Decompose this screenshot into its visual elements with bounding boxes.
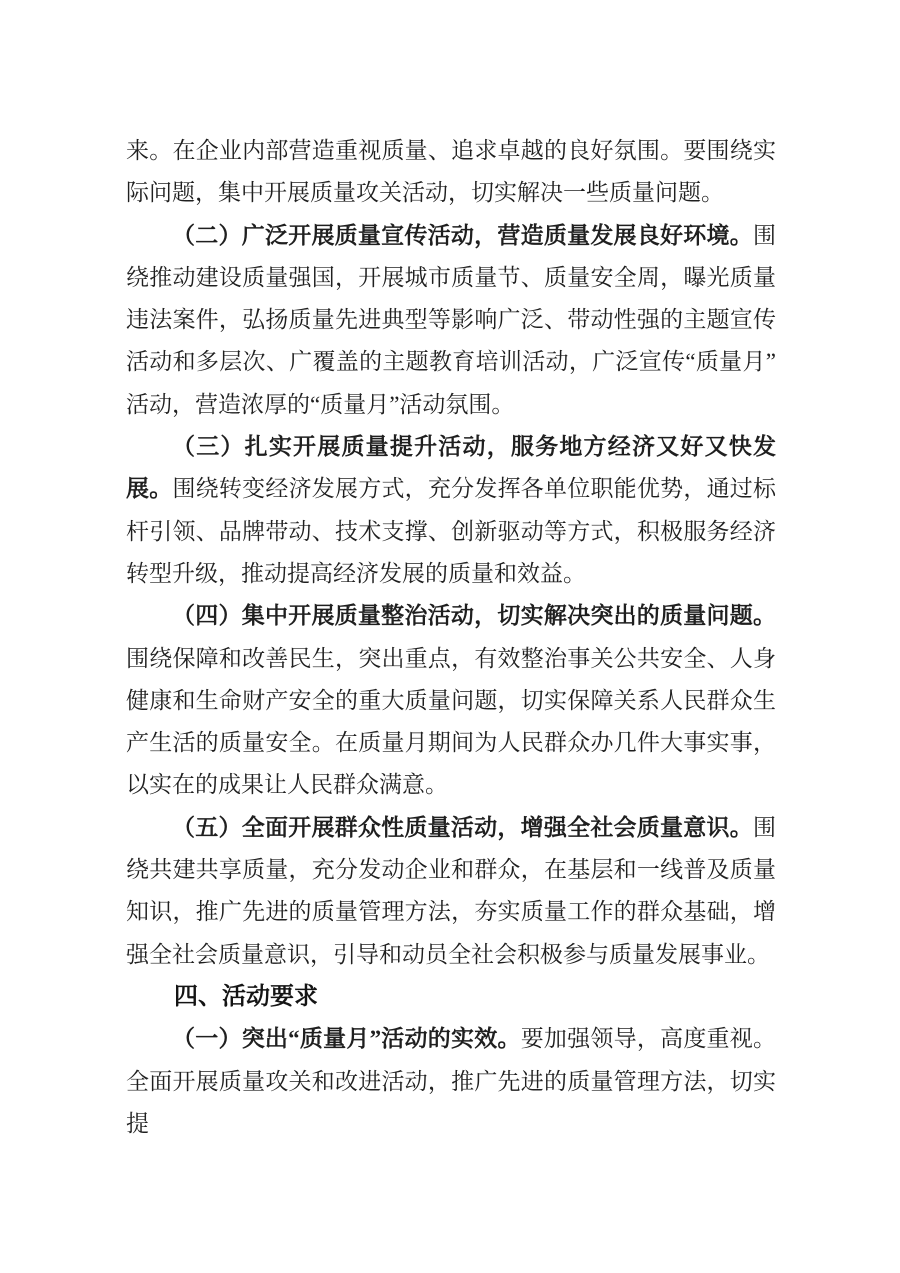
paragraph-text: 要加强领导，高度重视。全面开展质量攻关和改进活动，推广先进的质量管理方法，切实提: [126, 1026, 777, 1136]
paragraph-lead: （四）集中开展质量整治活动，切实解决突出的质量问题。: [172, 603, 776, 629]
paragraph-lead: （三）扎实开展质量提升活动，服务地方经济又好又快发展。: [126, 434, 776, 502]
paragraph-item-5: [126, 807, 776, 976]
paragraph-text: 围绕保障和改善民生，突出重点，有效整治事关公共安全、人身健康和生命财产安全的重大质量问题，切实保障关系人民群众生产生活的质量安全。在质量月期间为人民群众办几件大事实事，以实在的成果让人民群众满意。: [126, 645, 776, 798]
paragraph-text: 来。在企业内部营造重视质量、追求卓越的良好氛围。要围绕实际问题，集中开展质量攻关活动，切实解决一些质量问题。: [126, 138, 776, 206]
paragraph-text: 围绕共建共享质量，充分发动企业和群众，在基层和一线普及质量知识，推广先进的质量管理方法，夯实质量工作的群众基础，增强全社会质量意识，引导和动员全社会积极参与质量发展事业。: [126, 814, 776, 967]
paragraph-text: 围绕转变经济发展方式，充分发挥各单位职能优势，通过标杆引领、品牌带动、技术支撑、创新驱动等方式，积极服务经济转型升级，推动提高经济发展的质量和效益。: [126, 476, 777, 586]
paragraph-lead: （五）全面开展群众性质量活动，增强全社会质量意识。: [172, 814, 753, 840]
paragraph-continuation: [126, 130, 776, 215]
paragraph-item-4: [126, 595, 776, 806]
paragraph-item-3: [126, 426, 776, 595]
paragraph-item-2: [126, 215, 776, 426]
section-heading-activity-requirements: 四、活动要求: [174, 982, 318, 1010]
paragraph-text: 围绕推动建设质量强国，开展城市质量节、质量安全周，曝光质量违法案件，弘扬质量先进典型等影响广泛、带动性强的主题宣传活动和多层次、广覆盖的主题教育培训活动，广泛宣传“质量月”活动，营造浓厚的“质量月”活动氛围。: [126, 222, 776, 417]
paragraph-lead: （一）突出“质量月”活动的实效。: [172, 1026, 521, 1052]
paragraph-lead: （二）广泛开展质量宣传活动，营造质量发展良好环境。: [172, 222, 753, 248]
page-body-text: [126, 130, 776, 1145]
paragraph-item-1: [126, 1018, 776, 1145]
